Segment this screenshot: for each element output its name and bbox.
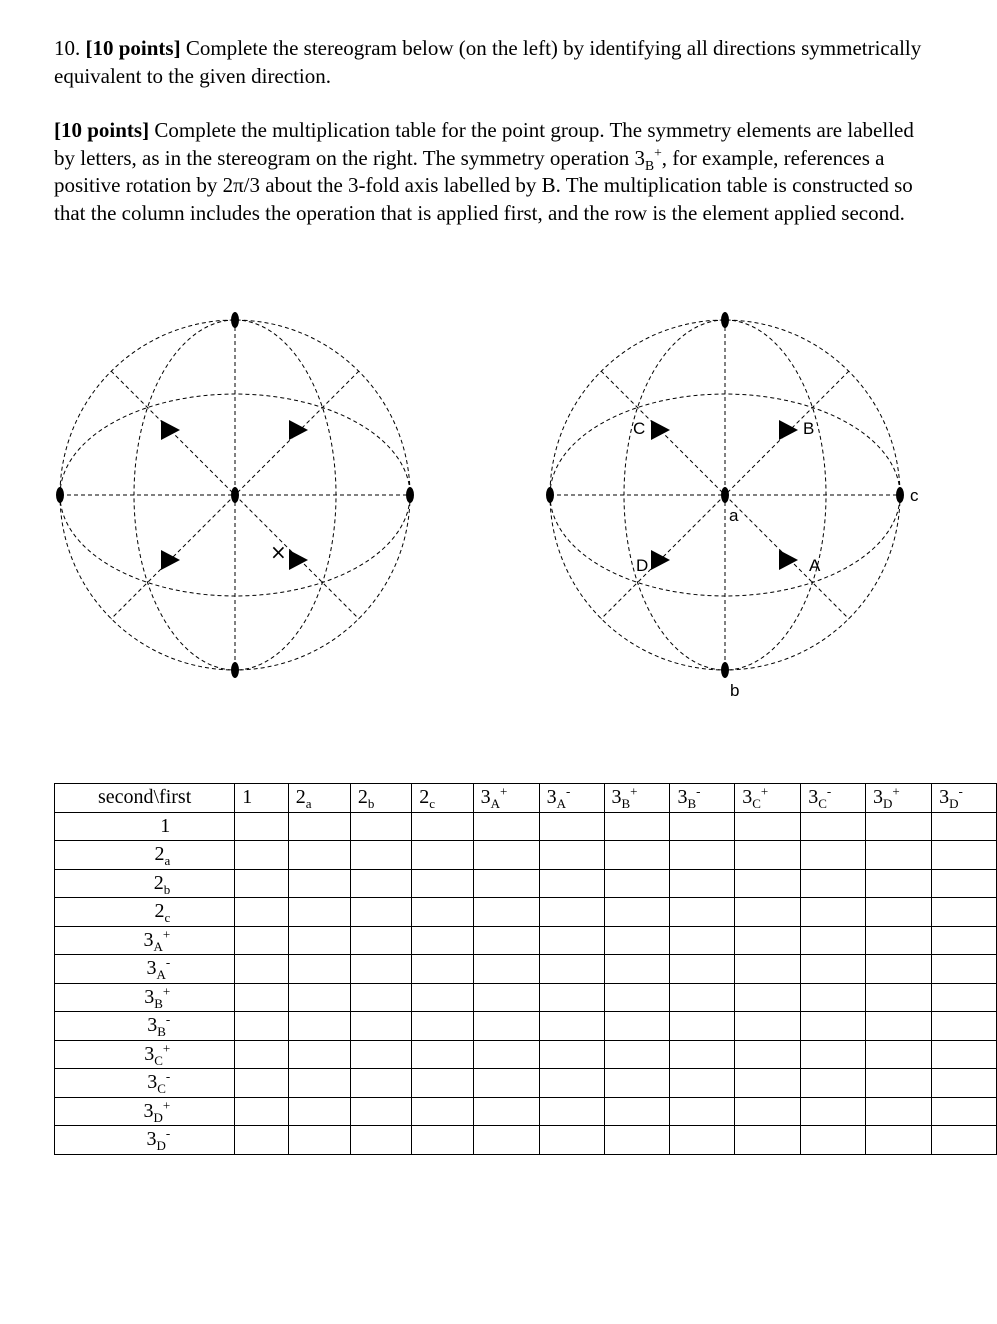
product-cell[interactable] bbox=[670, 1069, 735, 1098]
product-cell[interactable] bbox=[412, 812, 473, 841]
column-header: $3_D^+$ bbox=[866, 784, 932, 813]
label-c-twofold: c bbox=[910, 486, 919, 505]
product-cell[interactable] bbox=[604, 983, 670, 1012]
product-cell[interactable] bbox=[932, 926, 997, 955]
product-cell[interactable] bbox=[350, 1040, 411, 1069]
product-cell[interactable] bbox=[539, 983, 604, 1012]
twofold-axis-center bbox=[721, 487, 729, 503]
product-cell[interactable] bbox=[235, 1069, 289, 1098]
table-row bbox=[55, 1012, 997, 1041]
product-cell[interactable] bbox=[670, 869, 735, 898]
product-cell[interactable] bbox=[288, 898, 350, 927]
product-cell[interactable] bbox=[866, 1069, 932, 1098]
product-cell[interactable] bbox=[473, 926, 539, 955]
row-header: $3_B^-$ bbox=[55, 1012, 235, 1041]
product-cell[interactable] bbox=[412, 898, 473, 927]
product-cell[interactable] bbox=[235, 812, 289, 841]
question-text-1: Complete the stereogram below (on the left) by identifying all directions symmetrically equivalent to the given direction. bbox=[54, 36, 922, 88]
product-cell[interactable] bbox=[604, 898, 670, 927]
column-header: $3_D^-$ bbox=[932, 784, 997, 813]
product-cell[interactable] bbox=[604, 955, 670, 984]
product-cell[interactable] bbox=[235, 841, 289, 870]
product-cell[interactable] bbox=[866, 1040, 932, 1069]
column-header: $3_B^-$ bbox=[670, 784, 735, 813]
product-cell[interactable] bbox=[670, 1040, 735, 1069]
product-cell[interactable] bbox=[473, 1040, 539, 1069]
product-cell[interactable] bbox=[288, 926, 350, 955]
threefold-axis-ll bbox=[161, 550, 180, 570]
points-label-2: [10 points] bbox=[54, 118, 150, 142]
product-cell[interactable] bbox=[350, 841, 411, 870]
label-D-threefold: D bbox=[636, 556, 649, 575]
product-cell[interactable] bbox=[932, 983, 997, 1012]
question-text-2b: , for example, references a positive rotation by 2π/3 about the 3-fold axis labelled by B. The multiplication table is constructed so that the column includes the operation that is applied first, and the row is the element applied second. bbox=[54, 145, 913, 225]
row-header: $3_B^+$ bbox=[55, 983, 235, 1012]
product-cell[interactable] bbox=[735, 1126, 801, 1155]
question-part-1 bbox=[54, 35, 934, 90]
product-cell[interactable] bbox=[288, 1069, 350, 1098]
stereogram-right bbox=[538, 300, 938, 700]
product-cell[interactable] bbox=[604, 812, 670, 841]
product-cell[interactable] bbox=[801, 1040, 866, 1069]
label-B-threefold: B bbox=[803, 419, 815, 438]
column-header: $3_A^+$ bbox=[473, 784, 539, 813]
product-cell[interactable] bbox=[473, 869, 539, 898]
product-cell[interactable] bbox=[473, 898, 539, 927]
column-header: $3_B^+$ bbox=[604, 784, 670, 813]
product-cell[interactable] bbox=[670, 1126, 735, 1155]
row-header: $2_b$ bbox=[55, 869, 235, 898]
product-cell[interactable] bbox=[288, 1097, 350, 1126]
product-cell[interactable] bbox=[350, 955, 411, 984]
table-row bbox=[55, 983, 997, 1012]
product-cell[interactable] bbox=[932, 1012, 997, 1041]
product-cell[interactable] bbox=[670, 898, 735, 927]
product-cell[interactable] bbox=[735, 898, 801, 927]
row-header: $3_D^+$ bbox=[55, 1097, 235, 1126]
twofold-axis-right bbox=[406, 487, 414, 503]
great-circle-upper bbox=[60, 394, 410, 495]
example-operation: $3_B^+$ bbox=[634, 144, 662, 173]
product-cell[interactable] bbox=[866, 1097, 932, 1126]
product-cell[interactable] bbox=[801, 955, 866, 984]
product-cell[interactable] bbox=[473, 983, 539, 1012]
product-cell[interactable] bbox=[801, 812, 866, 841]
product-cell[interactable] bbox=[604, 1069, 670, 1098]
column-header: $2_b$ bbox=[350, 784, 411, 813]
question-number: 10. bbox=[54, 36, 81, 60]
threefold-axis-A bbox=[779, 550, 798, 570]
product-cell[interactable] bbox=[932, 841, 997, 870]
row-header: $3_C^+$ bbox=[55, 1040, 235, 1069]
product-cell[interactable] bbox=[735, 983, 801, 1012]
product-cell[interactable] bbox=[235, 1126, 289, 1155]
product-cell[interactable] bbox=[866, 869, 932, 898]
product-cell[interactable] bbox=[350, 812, 411, 841]
product-cell[interactable] bbox=[932, 1069, 997, 1098]
row-header: $3_A^+$ bbox=[55, 926, 235, 955]
product-cell[interactable] bbox=[932, 1126, 997, 1155]
product-cell[interactable] bbox=[866, 812, 932, 841]
product-cell[interactable] bbox=[735, 869, 801, 898]
product-cell[interactable] bbox=[350, 1097, 411, 1126]
product-cell[interactable] bbox=[350, 898, 411, 927]
product-cell[interactable] bbox=[288, 812, 350, 841]
product-cell[interactable] bbox=[670, 983, 735, 1012]
table-header-row bbox=[55, 784, 997, 813]
product-cell[interactable] bbox=[288, 1040, 350, 1069]
twofold-axis-top bbox=[721, 312, 729, 328]
product-cell[interactable] bbox=[670, 955, 735, 984]
product-cell[interactable] bbox=[350, 926, 411, 955]
product-cell[interactable] bbox=[801, 926, 866, 955]
table-row bbox=[55, 926, 997, 955]
product-cell[interactable] bbox=[539, 1069, 604, 1098]
product-cell[interactable] bbox=[473, 812, 539, 841]
given-direction-marker: × bbox=[270, 540, 287, 564]
twofold-axis-right bbox=[896, 487, 904, 503]
points-label-1: [10 points] bbox=[85, 36, 181, 60]
product-cell[interactable] bbox=[539, 1097, 604, 1126]
product-cell[interactable] bbox=[866, 841, 932, 870]
product-cell[interactable] bbox=[604, 1097, 670, 1126]
product-cell[interactable] bbox=[604, 926, 670, 955]
table-row bbox=[55, 955, 997, 984]
row-header: $2_c$ bbox=[55, 898, 235, 927]
product-cell[interactable] bbox=[866, 1012, 932, 1041]
column-header: $2_c$ bbox=[412, 784, 473, 813]
product-cell[interactable] bbox=[412, 1040, 473, 1069]
threefold-axis-ur bbox=[289, 420, 308, 440]
product-cell[interactable] bbox=[539, 926, 604, 955]
product-cell[interactable] bbox=[412, 983, 473, 1012]
product-cell[interactable] bbox=[539, 955, 604, 984]
product-cell[interactable] bbox=[866, 926, 932, 955]
product-cell[interactable] bbox=[235, 1012, 289, 1041]
product-cell[interactable] bbox=[412, 841, 473, 870]
product-cell[interactable] bbox=[670, 812, 735, 841]
product-cell[interactable] bbox=[604, 1126, 670, 1155]
multiplication-table bbox=[54, 783, 997, 1155]
product-cell[interactable] bbox=[288, 869, 350, 898]
product-cell[interactable] bbox=[288, 1126, 350, 1155]
row-header: 1 bbox=[55, 812, 235, 841]
product-cell[interactable] bbox=[735, 1012, 801, 1041]
column-header: $3_A^-$ bbox=[539, 784, 604, 813]
product-cell[interactable] bbox=[350, 1126, 411, 1155]
product-cell[interactable] bbox=[235, 926, 289, 955]
product-cell[interactable] bbox=[866, 983, 932, 1012]
label-C-threefold: C bbox=[633, 419, 646, 438]
product-cell[interactable] bbox=[801, 869, 866, 898]
product-cell[interactable] bbox=[235, 955, 289, 984]
table-row bbox=[55, 898, 997, 927]
product-cell[interactable] bbox=[539, 1012, 604, 1041]
label-a-twofold: a bbox=[729, 506, 739, 525]
product-cell[interactable] bbox=[539, 898, 604, 927]
product-cell[interactable] bbox=[932, 1097, 997, 1126]
product-cell[interactable] bbox=[235, 1097, 289, 1126]
product-cell[interactable] bbox=[735, 1097, 801, 1126]
question-part-2 bbox=[54, 117, 934, 227]
table-row bbox=[55, 1097, 997, 1126]
product-cell[interactable] bbox=[473, 1069, 539, 1098]
product-cell[interactable] bbox=[801, 983, 866, 1012]
product-cell[interactable] bbox=[473, 841, 539, 870]
product-cell[interactable] bbox=[735, 955, 801, 984]
product-cell[interactable] bbox=[670, 926, 735, 955]
product-cell[interactable] bbox=[866, 1126, 932, 1155]
product-cell[interactable] bbox=[412, 926, 473, 955]
table-row bbox=[55, 869, 997, 898]
twofold-axis-center bbox=[231, 487, 239, 503]
product-cell[interactable] bbox=[932, 869, 997, 898]
product-cell[interactable] bbox=[604, 869, 670, 898]
row-header: $3_C^-$ bbox=[55, 1069, 235, 1098]
product-cell[interactable] bbox=[539, 869, 604, 898]
product-cell[interactable] bbox=[670, 1097, 735, 1126]
product-cell[interactable] bbox=[539, 812, 604, 841]
label-A-threefold: A bbox=[809, 556, 821, 575]
product-cell[interactable] bbox=[801, 898, 866, 927]
product-cell[interactable] bbox=[801, 1069, 866, 1098]
product-cell[interactable] bbox=[735, 926, 801, 955]
threefold-axis-D bbox=[651, 550, 670, 570]
column-header: 1 bbox=[235, 784, 289, 813]
product-cell[interactable] bbox=[473, 1126, 539, 1155]
product-cell[interactable] bbox=[412, 1012, 473, 1041]
great-circle-left bbox=[624, 320, 725, 670]
column-header: $3_C^-$ bbox=[801, 784, 866, 813]
product-cell[interactable] bbox=[866, 955, 932, 984]
product-cell[interactable] bbox=[350, 983, 411, 1012]
column-header: $2_a$ bbox=[288, 784, 350, 813]
product-cell[interactable] bbox=[473, 1012, 539, 1041]
table-row bbox=[55, 1040, 997, 1069]
table-corner-label: second\first bbox=[55, 784, 235, 813]
product-cell[interactable] bbox=[604, 1040, 670, 1069]
label-b-twofold: b bbox=[730, 681, 740, 700]
product-cell[interactable] bbox=[350, 869, 411, 898]
product-cell[interactable] bbox=[412, 869, 473, 898]
product-cell[interactable] bbox=[288, 955, 350, 984]
product-cell[interactable] bbox=[235, 898, 289, 927]
product-cell[interactable] bbox=[288, 1012, 350, 1041]
product-cell[interactable] bbox=[473, 1097, 539, 1126]
great-circle-upper bbox=[550, 394, 900, 495]
product-cell[interactable] bbox=[735, 841, 801, 870]
column-header: $3_C^+$ bbox=[735, 784, 801, 813]
product-cell[interactable] bbox=[350, 1069, 411, 1098]
product-cell[interactable] bbox=[932, 898, 997, 927]
product-cell[interactable] bbox=[412, 1126, 473, 1155]
threefold-axis-B bbox=[779, 420, 798, 440]
product-cell[interactable] bbox=[412, 1069, 473, 1098]
row-header: $2_a$ bbox=[55, 841, 235, 870]
twofold-axis-bottom bbox=[721, 662, 729, 678]
twofold-axis-top bbox=[231, 312, 239, 328]
product-cell[interactable] bbox=[604, 841, 670, 870]
product-cell[interactable] bbox=[735, 1069, 801, 1098]
product-cell[interactable] bbox=[866, 898, 932, 927]
product-cell[interactable] bbox=[670, 841, 735, 870]
product-cell[interactable] bbox=[412, 1097, 473, 1126]
question-text-2a: Complete the multiplication table for the point group. The symmetry elements are labelled by letters, as in the stereogram on the right. The symmetry operation bbox=[54, 118, 914, 170]
product-cell[interactable] bbox=[412, 955, 473, 984]
product-cell[interactable] bbox=[932, 1040, 997, 1069]
threefold-axis-lr bbox=[289, 550, 308, 570]
product-cell[interactable] bbox=[670, 1012, 735, 1041]
product-cell[interactable] bbox=[801, 1097, 866, 1126]
stereogram-left[interactable] bbox=[48, 300, 428, 690]
product-cell[interactable] bbox=[801, 1126, 866, 1155]
product-cell[interactable] bbox=[604, 1012, 670, 1041]
product-cell[interactable] bbox=[735, 1040, 801, 1069]
great-circle-left bbox=[134, 320, 235, 670]
product-cell[interactable] bbox=[539, 1040, 604, 1069]
twofold-axis-bottom bbox=[231, 662, 239, 678]
product-cell[interactable] bbox=[801, 1012, 866, 1041]
table-row bbox=[55, 1069, 997, 1098]
product-cell[interactable] bbox=[539, 841, 604, 870]
product-cell[interactable] bbox=[735, 812, 801, 841]
table-row bbox=[55, 1126, 997, 1155]
product-cell[interactable] bbox=[235, 1040, 289, 1069]
product-cell[interactable] bbox=[288, 983, 350, 1012]
product-cell[interactable] bbox=[288, 841, 350, 870]
product-cell[interactable] bbox=[473, 955, 539, 984]
product-cell[interactable] bbox=[932, 812, 997, 841]
product-cell[interactable] bbox=[801, 841, 866, 870]
product-cell[interactable] bbox=[932, 955, 997, 984]
product-cell[interactable] bbox=[539, 1126, 604, 1155]
product-cell[interactable] bbox=[235, 869, 289, 898]
twofold-axis-left bbox=[56, 487, 64, 503]
row-header: $3_D^-$ bbox=[55, 1126, 235, 1155]
product-cell[interactable] bbox=[350, 1012, 411, 1041]
product-cell[interactable] bbox=[235, 983, 289, 1012]
table-row bbox=[55, 812, 997, 841]
twofold-axis-left bbox=[546, 487, 554, 503]
table-row bbox=[55, 841, 997, 870]
row-header: $3_A^-$ bbox=[55, 955, 235, 984]
